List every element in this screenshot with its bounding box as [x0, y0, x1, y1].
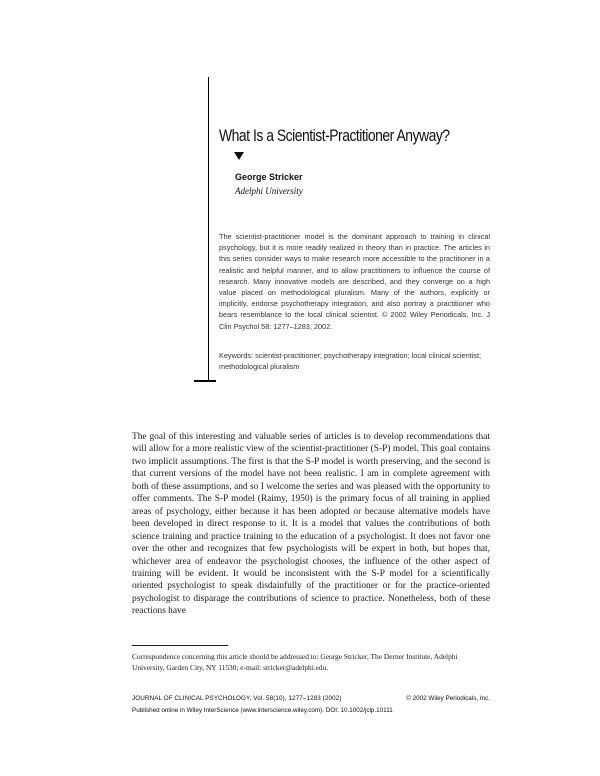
publication-info: Published online in Wiley InterScience (www.interscience.wiley.com). DOI: 10.1002/jclp.10111: [132, 707, 393, 714]
copyright-notice: © 2002 Wiley Periodicals, Inc.: [406, 695, 490, 702]
correspondence-footnote: Correspondence concerning this article should be addressed to: George Stricker, The Derner Institute, Adelphi University, Garden City, NY 11530; e-mail: stricker@adelphi.edu.: [132, 652, 458, 672]
author-name: George Stricker: [235, 172, 303, 182]
article-title: What Is a Scientist-Practitioner Anyway?: [219, 126, 450, 145]
rule-foot: [194, 380, 216, 382]
body-paragraph: The goal of this interesting and valuable series of articles is to develop recommendations that will allow for a more realistic view of the scientist-practitioner (S-P) model. This goal contains two implicit assumptions. The first is that the S-P model is worth preserving, and the second is that current versions of the model have not been realistic. I am in complete agreement with both of these assumptions, and so I welcome the series and was pleased with the opportunity to offer comments. The S-P model (Raimy, 1950) is the primary focus of all training in applied areas of psychology, either because it has been adopted or because alternative models have been developed in direct response to it. It is a model that values the contributions of both science training and practice training to the education of a psychologist. It does not favor one over the other and recognizes that few psychologists will be expert in both, but hopes that, whichever area of endeavor the psychologist chooses, the influence of the other aspect of training will be evident. It would be inconsistent with the S-P model for a scientifically oriented psychologist to speak disdainfully of the practitioner or for the practice-oriented psychologist to disparage the contributions of science to practice. Nonetheless, both of these reactions have: [132, 432, 490, 617]
title-vertical-rule: [208, 77, 209, 381]
author-affiliation: Adelphi University: [235, 186, 303, 196]
abstract: The scientist-practitioner model is the dominant approach to training in clinical psychology, but it is more readily realized in theory than in practice. The articles in this series consider ways to make research more accessible to the practitioner in a realistic and helpful manner, and to allow practitioners to influence the course of research. Many innovative models are described, and they converge on a high value placed on methodological pluralism. Many of the authors, explicitly or implicitly, endorse psychotherapy integration, and also portray a practitioner who bears resemblance to the local clinical scientist. © 2002 Wiley Periodicals, Inc. J Clin Psychol 58: 1277–1283, 2002.: [219, 232, 490, 331]
journal-citation: JOURNAL OF CLINICAL PSYCHOLOGY, Vol. 58(10), 1277–1283 (2002): [132, 695, 342, 702]
keywords: Keywords: scientist-practitioner; psychotherapy integration; local clinical scientist; methodological pluralism: [219, 351, 481, 372]
footnote-divider: [132, 645, 228, 646]
triangle-marker-icon: [234, 152, 244, 160]
